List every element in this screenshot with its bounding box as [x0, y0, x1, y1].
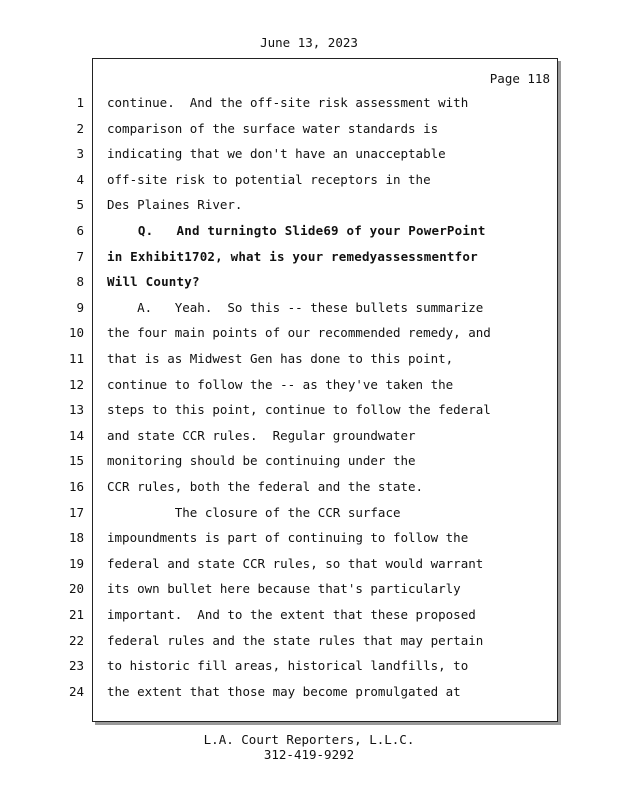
line-text: federal rules and the state rules that may pertain: [107, 632, 484, 648]
line-text: off-site risk to potential receptors in the: [107, 171, 431, 187]
line-text: continue to follow the -- as they've taken the: [107, 376, 454, 392]
transcript-date: June 13, 2023: [260, 35, 358, 50]
transcript-line: [0, 682, 560, 702]
line-number: 7: [76, 248, 84, 264]
transcript-line: [0, 656, 560, 676]
line-text: indicating that we don't have an unacceptable: [107, 146, 446, 162]
line-number: 10: [68, 325, 84, 341]
line-text: in Exhibit1702, what is your remedyassessmentfor: [107, 248, 478, 264]
transcript-line: [0, 93, 560, 113]
line-number: 4: [76, 171, 84, 187]
page-number: Page 118: [489, 71, 550, 86]
line-number: 19: [68, 555, 84, 571]
line-text: the extent that those may become promulgated at: [107, 683, 461, 699]
line-number: 22: [68, 632, 84, 648]
line-number: 5: [76, 197, 84, 213]
reporter-company: L.A. Court Reporters, L.L.C.: [203, 732, 415, 747]
line-text: The closure of the CCR surface: [107, 504, 401, 520]
transcript-line: [0, 631, 560, 651]
transcript-line: [0, 451, 560, 471]
line-text: Will County?: [107, 274, 200, 290]
line-number: 13: [68, 402, 84, 418]
transcript-line: [0, 426, 560, 446]
line-number: 23: [68, 658, 84, 674]
transcript-line: [0, 323, 560, 343]
line-number: 16: [68, 479, 84, 494]
transcript-line: [0, 579, 560, 599]
line-number: 18: [68, 530, 84, 546]
line-text: and state CCR rules. Regular groundwater: [107, 427, 416, 443]
line-text: monitoring should be continuing under the: [107, 453, 416, 469]
transcript-line: [0, 375, 560, 395]
line-text: to historic fill areas, historical landfills, to: [107, 658, 469, 674]
line-number: 15: [68, 453, 84, 469]
transcript-line: [0, 119, 560, 139]
transcript-line: [0, 349, 560, 369]
line-text: Des Plaines River.: [107, 197, 243, 213]
transcript-line: [0, 605, 560, 625]
transcript-line: [0, 400, 560, 420]
reporter-phone: 312-419-9292: [263, 747, 355, 762]
transcript-line: [0, 503, 560, 523]
transcript-line: [0, 170, 560, 190]
line-number: 24: [68, 683, 84, 699]
line-text: federal and state CCR rules, so that would warrant: [107, 555, 484, 571]
transcript-line: [0, 477, 560, 497]
line-text: Q. And turningto Slide69 of your PowerPoint: [107, 223, 486, 238]
transcript-line: [0, 144, 560, 164]
line-text: comparison of the surface water standards is: [107, 120, 439, 136]
line-number: 6: [76, 223, 84, 238]
line-number: 14: [68, 427, 84, 443]
footer: [0, 732, 618, 762]
line-text: important. And to the extent that these proposed: [107, 607, 476, 622]
transcript-line: [0, 195, 560, 215]
line-text: the four main points of our recommended remedy, and: [107, 325, 491, 341]
transcript-line: [0, 221, 560, 241]
transcript-line: [0, 528, 560, 548]
line-text: A. Yeah. So this -- these bullets summarize: [107, 299, 484, 315]
transcript-line: [0, 247, 560, 267]
transcript-line: [0, 298, 560, 318]
line-text: that is as Midwest Gen has done to this point,: [107, 351, 454, 366]
line-text: its own bullet here because that's particularly: [107, 581, 461, 597]
line-number: 3: [76, 146, 84, 162]
line-text: impoundments is part of continuing to follow the: [107, 530, 469, 546]
line-number: 20: [68, 581, 84, 597]
line-text: steps to this point, continue to follow the federal: [107, 402, 491, 418]
line-number: 11: [68, 351, 84, 366]
line-number: 21: [68, 607, 84, 622]
line-number: 8: [76, 274, 84, 290]
line-text: continue. And the off-site risk assessment with: [107, 95, 469, 110]
transcript-line: [0, 272, 560, 292]
line-number: 17: [68, 504, 84, 520]
line-number: 1: [76, 95, 84, 110]
line-number: 12: [68, 376, 84, 392]
transcript-line: [0, 554, 560, 574]
line-number: 2: [76, 120, 84, 136]
line-text: CCR rules, both the federal and the state.: [107, 479, 424, 494]
line-number: 9: [76, 299, 84, 315]
